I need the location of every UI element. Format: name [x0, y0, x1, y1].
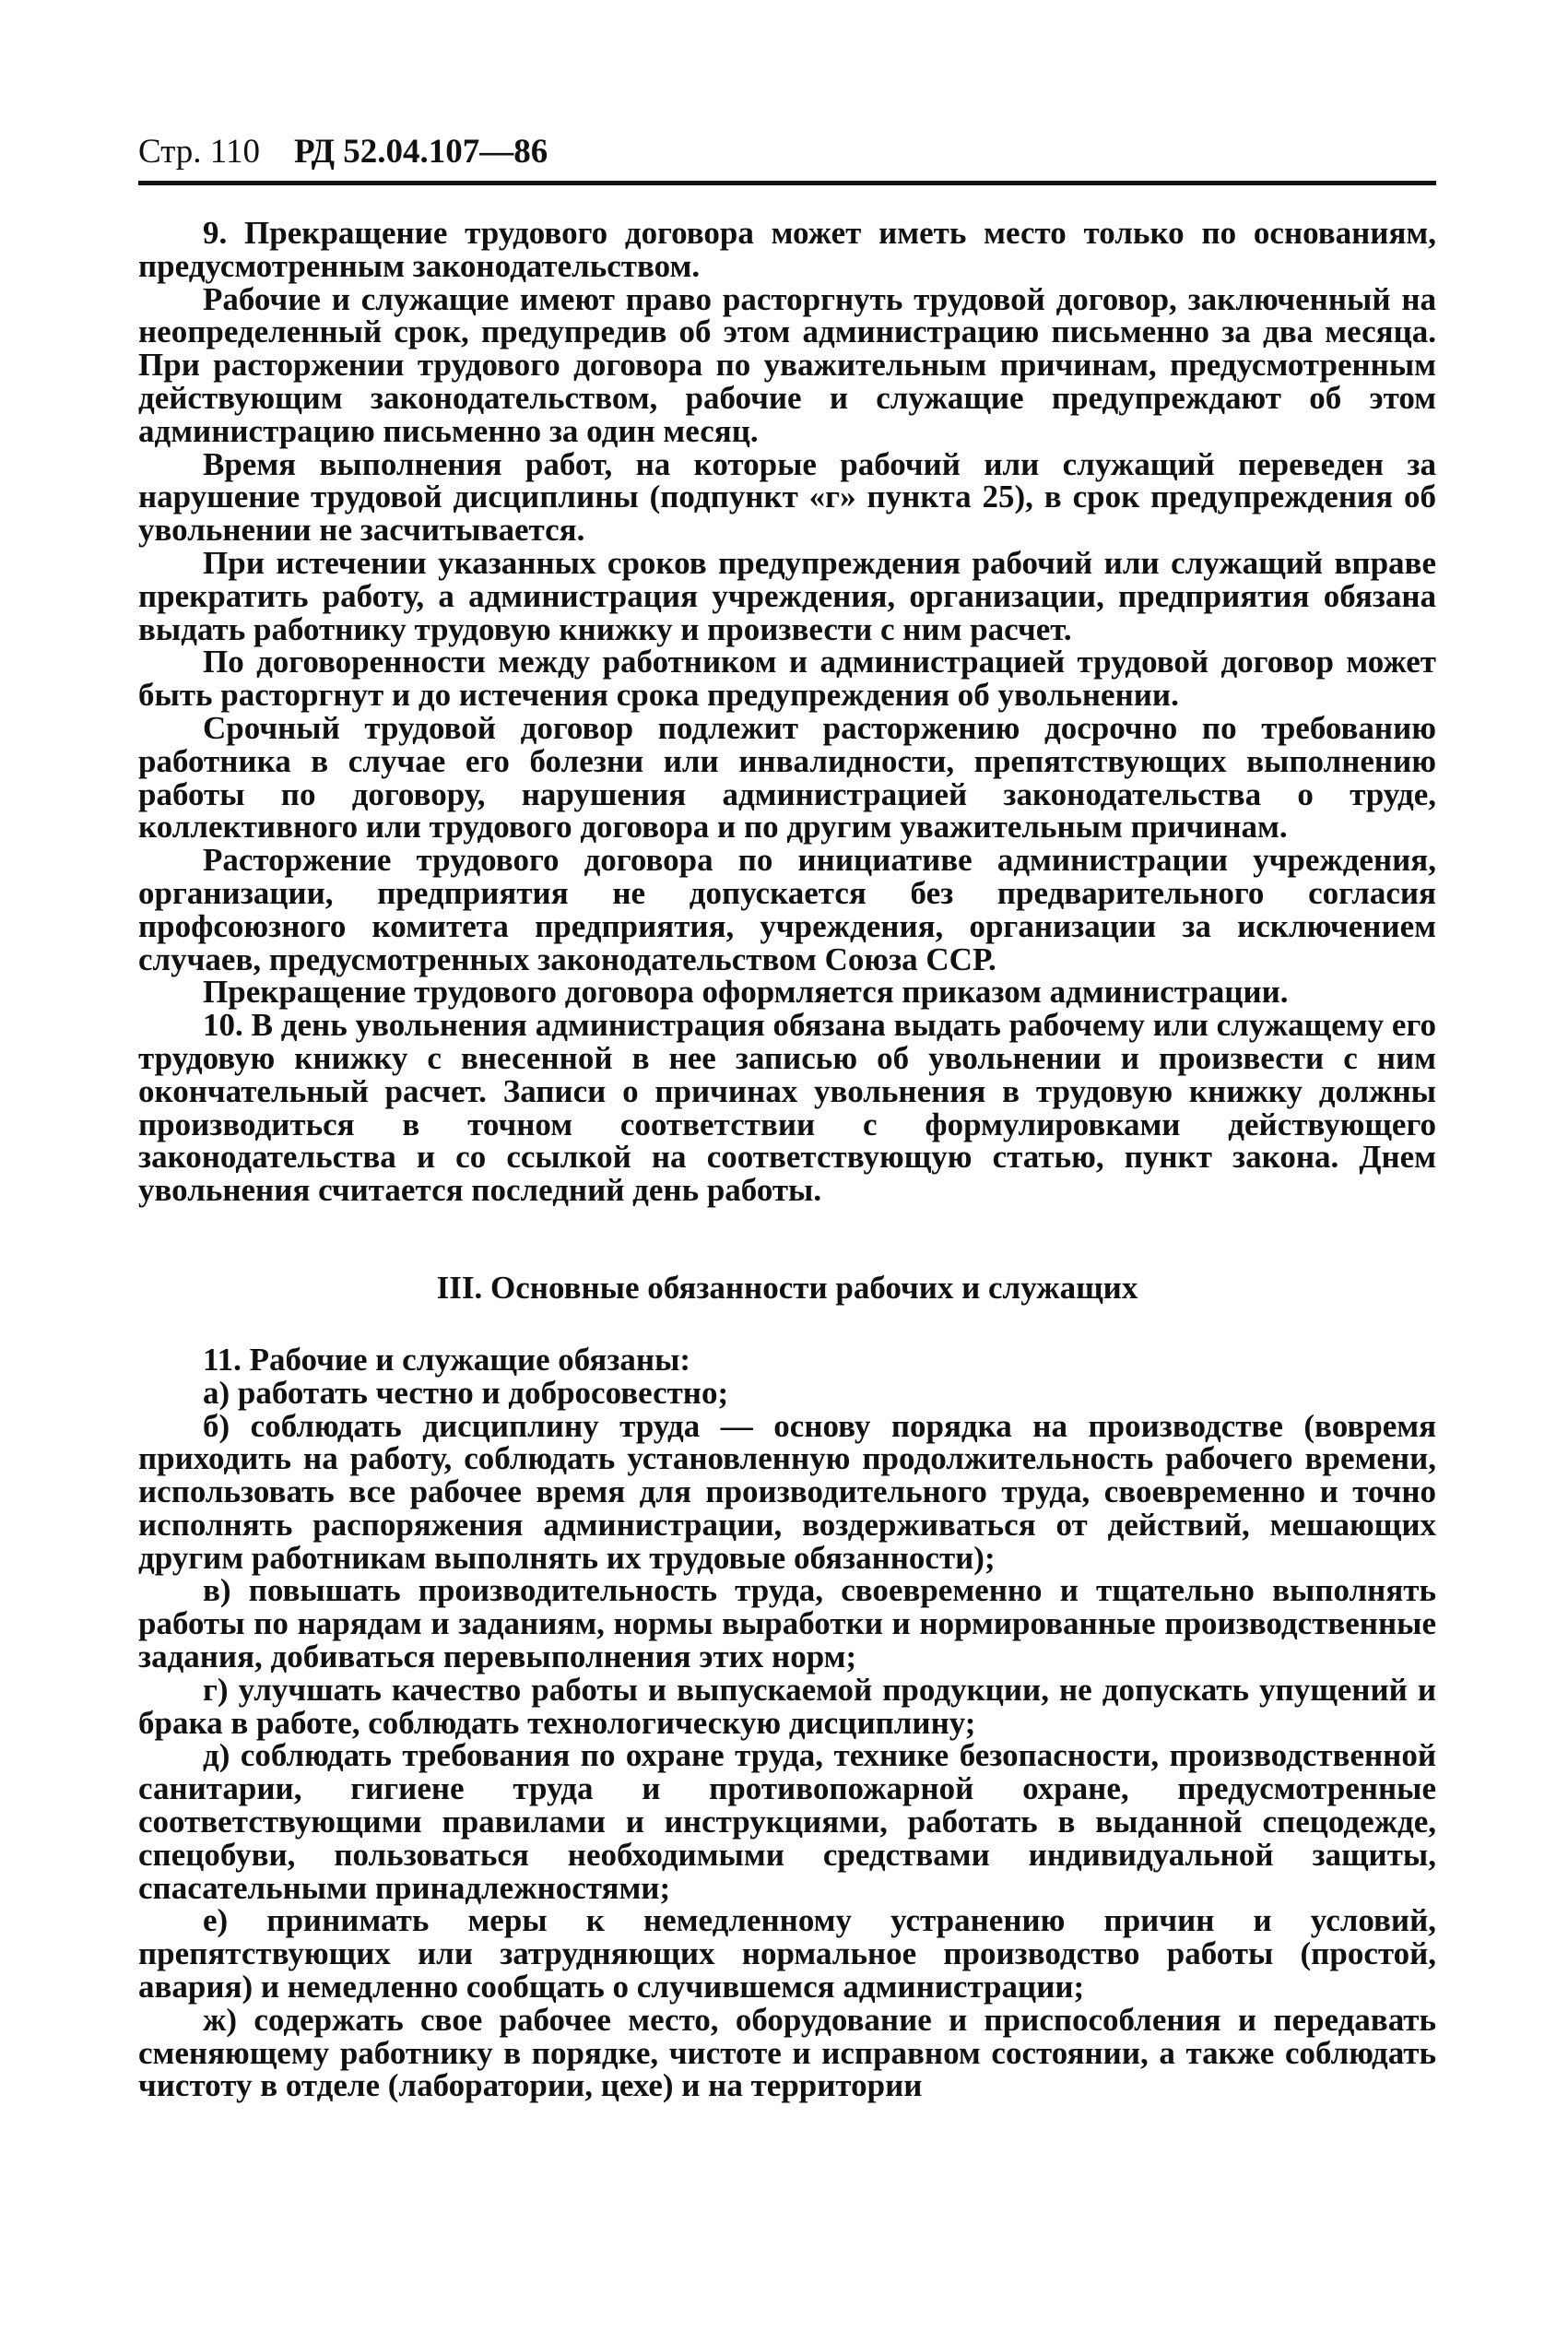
paragraph: Срочный трудовой договор подлежит расторжению досрочно по требованию работника в случае его болезни или инвалидности, препятствующих выполнению работы по договору, нарушения администрацией законодательства о труде, коллективного или трудового договора и по другим уважительным причинам.: [138, 709, 1436, 846]
list-item: д) соблюдать требования по охране труда, технике безопасности, производственной санитарии, гигиене труда и противопожарной охране, предусмотренные соответствующими правилами и инструкциями, работать в выданной спецодежде, спецобуви, пользоваться необходимыми средствами индивидуальной защиты, спасательными принадлежностями;: [138, 1737, 1436, 1906]
paragraph: Время выполнения работ, на которые рабочий или служащий переведен за нарушение трудовой дисциплины (подпункт «г» пункта 25), в срок предупреждения об увольнении не засчитывается.: [138, 445, 1436, 549]
document-page: [138, 129, 1436, 2102]
spacer: [268, 133, 286, 171]
page-header: [138, 129, 1436, 175]
paragraph: По договоренности между работником и администрацией трудовой договор может быть расторгнут и до истечения срока предупреждения об увольнении.: [138, 644, 1436, 714]
list-item: б) соблюдать дисциплину труда — основу порядка на производстве (вовремя приходить на работу, соблюдать установленную продолжительность рабочего времени, использовать все рабочее время для производительного труда, своевременно и точно исполнять распоряжения администрации, воздерживаться от действий, мешающих другим работникам выполнять их трудовые обязанности);: [138, 1407, 1436, 1576]
paragraph: 10. В день увольнения администрация обязана выдать рабочему или служащему его трудовую книжку с внесенной в нее записью об увольнении и произвести с ним окончательный расчет. Записи о причинах увольнения в трудовую книжку должны производиться в точном соответствии с формулировками действующего законодательства и со ссылкой на соответствующую статью, пункт закона. Днем увольнения считается последний день работы.: [138, 1007, 1436, 1209]
page-number-label: Стр. 110: [138, 133, 260, 171]
paragraph: Рабочие и служащие имеют право расторгнуть трудовой договор, заключенный на неопределенный срок, предупредив об этом администрацию письменно за два месяца. При расторжении трудового договора по уважительным причинам, предусмотренным действующим законодательством, рабочие и служащие предупреждают об этом администрацию письменно за один месяц.: [138, 280, 1436, 449]
list-item: е) принимать меры к немедленному устранению причин и условий, препятствующих или затрудняющих нормальное производство работы (простой, авария) и немедленно сообщать о случившемся администрации;: [138, 1902, 1436, 2006]
paragraph: Прекращение трудового договора оформляется приказом администрации.: [203, 974, 1289, 1011]
paragraph: 9. Прекращение трудового договора может иметь место только по основаниям, предусмотренным законодательством.: [138, 215, 1436, 284]
paragraph: 11. Рабочие и служащие обязаны:: [203, 1341, 691, 1378]
list-item: в) повышать производительность труда, своевременно и тщательно выполнять работы по нарядам и заданиям, нормы выработки и нормированные производственные задания, добиваться перевыполнения этих норм;: [138, 1572, 1436, 1675]
section-heading: III. Основные обязанности рабочих и служащих: [436, 1269, 1138, 1306]
list-item: а) работать честно и добросовестно;: [203, 1374, 729, 1411]
paragraph: Расторжение трудового договора по инициативе администрации учреждения, организации, предприятия не допускается без предварительного согласия профсоюзного комитета предприятия, учреждения, организации за исключением случаев, предусмотренных законодательством Союза ССР.: [138, 842, 1436, 977]
paragraph: При истечении указанных сроков предупреждения рабочий или служащий вправе прекратить работу, а администрация учреждения, организации, предприятия обязана выдать работнику трудовую книжку и произвести с ним расчет.: [138, 544, 1436, 647]
document-code: РД 52.04.107—86: [293, 133, 548, 171]
list-item: г) улучшать качество работы и выпускаемой продукции, не допускать упущений и брака в работе, соблюдать технологическую дисциплину;: [138, 1671, 1436, 1741]
list-item: ж) содержать свое рабочее место, оборудование и приспособления и передавать сменяющему работнику в порядке, чистоте и исправном состоянии, а также соблюдать чистоту в отделе (лаборатории, цехе) и на территории: [138, 2001, 1436, 2104]
header-divider: [138, 181, 1436, 185]
